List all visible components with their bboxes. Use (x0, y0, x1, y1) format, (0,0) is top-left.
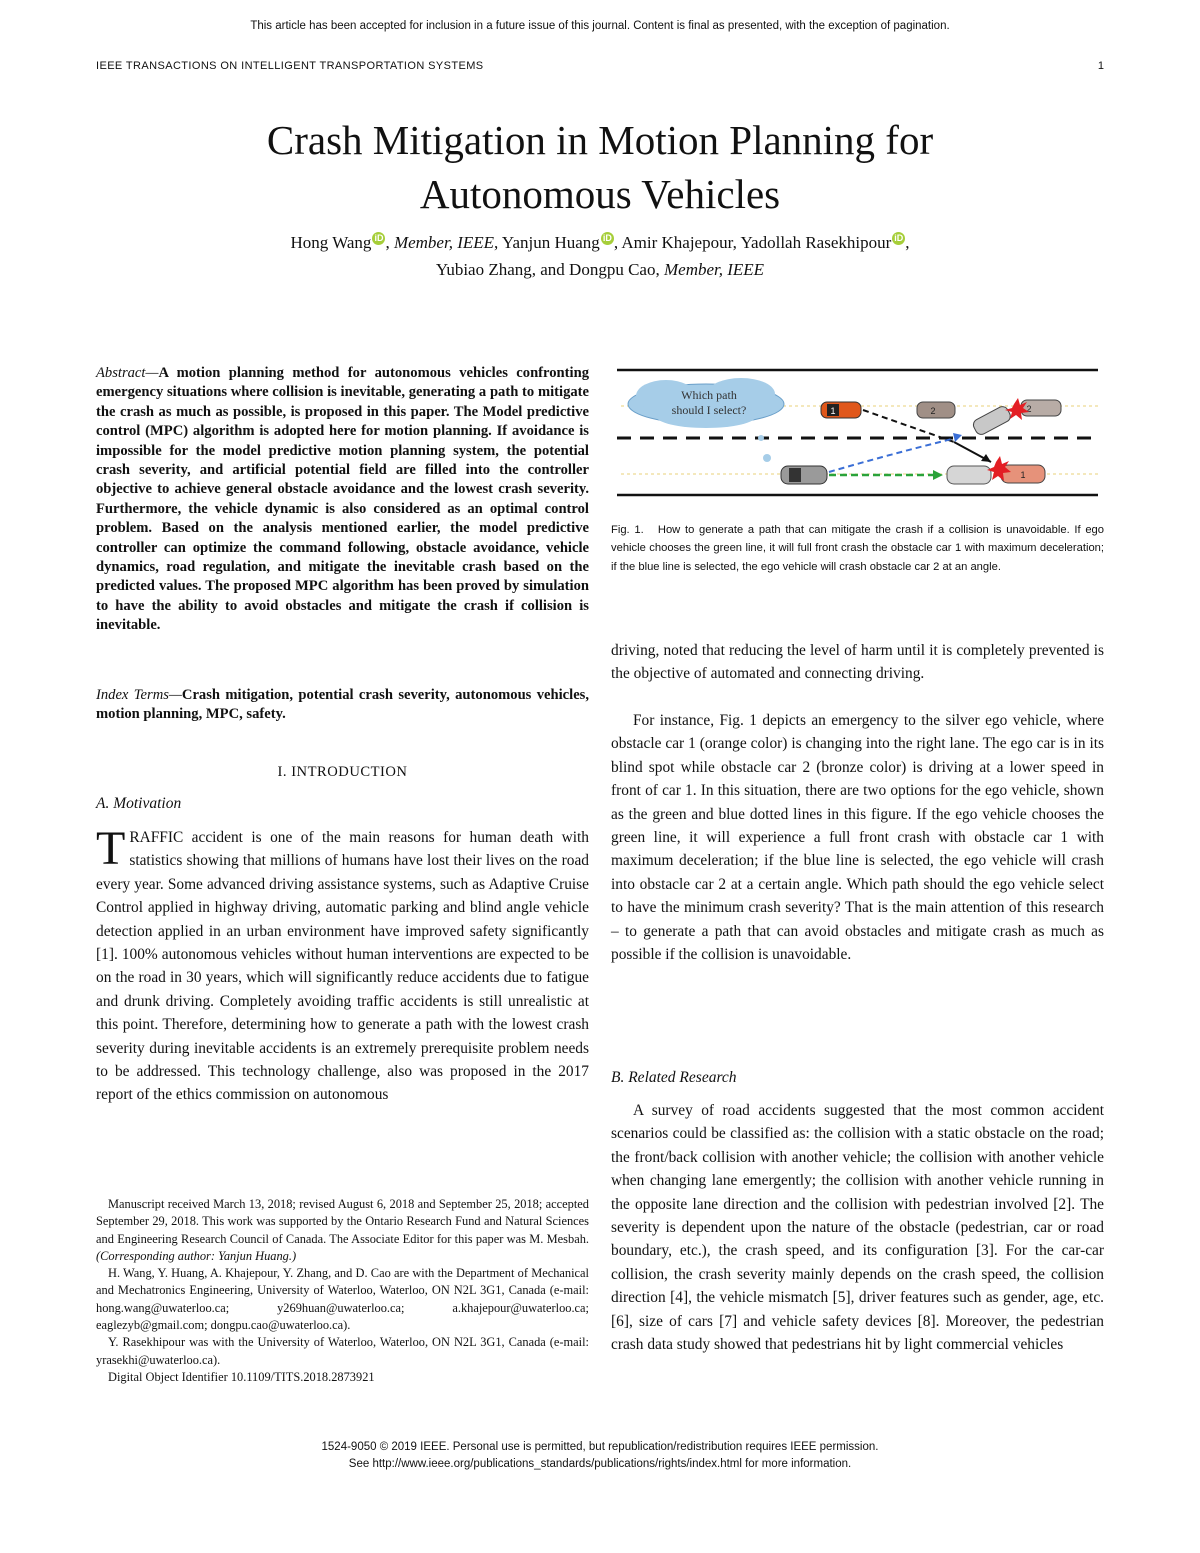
index-terms-text: Crash mitigation, potential crash severity, autonomous vehicles, motion planning, MPC, safety. (96, 687, 590, 723)
svg-text:2: 2 (930, 406, 936, 416)
intro-text: accident is one of the main reasons for human death with statistics showing that millions of humans have lost their lives on the road every year. Some advanced driving assistance systems, such as Adaptive Cruise Control applied in highway driving, automatic parking and blind angle vehicle detection applied in an urban environment have improved safety significantly [1]. 100% autonomous vehicles without human interventions are expected to be on the road in 30 years, which will significantly reduce accidents due to fatigue and drunk driving. Completely avoiding traffic accidents is still unrealistic at this point. Therefore, determining how to generate a path with the lowest crash severity during inevitable accidents is an extremely prerequisite problem needs to be addressed. This technology challenge, also was proposed in the 2017 report of the ethics commission on autonomous (96, 829, 589, 1104)
index-terms (96, 686, 589, 725)
author-3: Amir Khajepour (621, 233, 733, 252)
abstract (96, 364, 589, 636)
copyright-notice (0, 1439, 1200, 1473)
author-5: Yubiao Zhang, and Dongpu Cao (435, 260, 656, 279)
footnotes (96, 1196, 589, 1386)
copyright-line-2[interactable]: See http://www.ieee.org/publications_standards/publications/rights/index.html for more information. (348, 1458, 852, 1470)
abstract-label: Abstract— (96, 365, 159, 381)
figure-1-diagram (611, 366, 1104, 500)
author-2: Yanjun Huang (501, 233, 600, 252)
title-line-2: Autonomous Vehicles (419, 171, 781, 217)
orcid-icon[interactable]: iD (602, 233, 612, 244)
orcid-icon[interactable]: iD (374, 233, 384, 244)
author-list: Hong Wang iD , Member, IEEE, Yanjun Huang iD , Amir Khajepour, Yadollah Rasekhipour iD , Yubiao Zhang, and Dongpu Cao, Member, IEEE (290, 233, 910, 279)
right-paragraph-3: A survey of road accidents suggested that the most common accident scenarios could be classified as: the collision with a static obstacle on the road; the front/back collision with another vehicle; the collision with another vehicle when changing lane emergently; the collision with another vehicle running in the opposite lane direction and the collision with pedestrian involved [2]. The severity is dependent upon the nature of the obstacle (pedestrian, car or road boundary, etc.), the crash speed, and its configuration [3]. For the car-car collision, the crash severity mainly depends on the crash speed, the collision direction [4], the vehicle mismatch [5], driver features such as gender, age, etc. [6], size of cars [7] and vehicle safety devices [8]. Moreover, the pedestrian crash data study showed that pedestrians hit by light commercial vehicles (611, 1102, 1104, 1354)
cloud-text-2: should I select? (671, 403, 747, 417)
footnote-manuscript: Manuscript received March 13, 2018; revised August 6, 2018 and September 25, 2018; accepted September 29, 2018. This work was supported by the Ontario Research Fund and Natural Sciences and Engineering Research Council of Canada. The Associate Editor for this paper was M. Mesbah. (Corresponding author: Yanjun Huang.) (96, 1197, 589, 1263)
intro-first-word: RAFFIC (129, 829, 184, 846)
acceptance-note: This article has been accepted for inclusion in a future issue of this journal. Content is final as presented, with the exception of pagination. (250, 20, 950, 32)
page-number: 1 (1097, 60, 1104, 72)
subsection-heading-related-research: B. Related Research (611, 1069, 737, 1086)
intro-paragraph (96, 822, 589, 1107)
obstacle-car-1-bottom (1001, 465, 1045, 483)
journal-name: IEEE TRANSACTIONS ON INTELLIGENT TRANSPORTATION SYSTEMS (96, 60, 484, 72)
figure-caption (611, 521, 1104, 576)
title-line-1: Crash Mitigation in Motion Planning for (266, 117, 934, 163)
car-angled-crash (971, 405, 1012, 437)
caption-text: How to generate a path that can mitigate the crash if a collision is unavoidable. If ego vehicle chooses the green line, it will full front crash the obstacle car 1 with maximum deceleration; if the blue line is selected, the ego vehicle will crash obstacle car 2 at an angle. (611, 524, 1105, 573)
ego-car (781, 466, 827, 484)
thought-cloud (628, 378, 784, 428)
car-2-crash (1021, 400, 1061, 416)
svg-text:2: 2 (1026, 404, 1032, 414)
section-heading-introduction: I. INTRODUCTION (277, 764, 408, 780)
cloud-text-1: Which path (681, 388, 737, 402)
right-paragraph-1: driving, noted that reducing the level of harm until it is completely prevented is the objective of automated and connecting driving. (611, 642, 1104, 683)
paper-title (60, 113, 1140, 221)
ego-car-crash (947, 466, 991, 484)
membership-1: Member, IEEE (393, 233, 495, 252)
caption-label: Fig. 1. (611, 524, 644, 536)
footnote-rasekhipour: Y. Rasekhipour was with the University of Waterloo, Waterloo, ON N2L 3G1, Canada (e-mail: yrasekhi@uwaterloo.ca). (96, 1335, 589, 1367)
svg-text:1: 1 (830, 406, 836, 416)
copyright-line-1: 1524-9050 © 2019 IEEE. Personal use is permitted, but republication/redistribution requires IEEE permission. (321, 1441, 879, 1453)
subsection-heading-motivation: A. Motivation (96, 795, 182, 812)
obstacle-car-2 (917, 402, 955, 418)
membership-2: Member, IEEE (663, 260, 765, 279)
footnote-affiliation: H. Wang, Y. Huang, A. Khajepour, Y. Zhang, and D. Cao are with the Department of Mechanical and Mechatronics Engineering, University of Waterloo, Waterloo, ON N2L 3G1, Canada (e-mail: hong.wang@uwaterloo.ca; y269huan@uwaterloo.ca; a.khajepour@uwaterloo.ca; eaglezyb@gmail.com; dongpu.cao@uwaterloo.ca). (96, 1266, 589, 1333)
right-paragraph-2: For instance, Fig. 1 depicts an emergency to the silver ego vehicle, where obstacle car 1 (orange color) is changing into the right lane. The ego car is in its blind spot while obstacle car 2 (bronze color) is driving at a lower speed in front of car 1. In this situation, there are two options for the ego vehicle, shown as the green and blue dotted lines in this figure. If the ego vehicle chooses the green line, it will experience a full front crash with obstacle car 1 with maximum deceleration; if the blue line is selected, the ego vehicle will crash into obstacle car 2 at a certain angle. Which path should the ego vehicle select to have the minimum crash severity? That is the main attention of this research – to generate a path that can avoid obstacles and mitigate crash as much as possible if the collision is unavoidable. (611, 712, 1104, 964)
orcid-icon[interactable]: iD (894, 233, 904, 244)
abstract-text: A motion planning method for autonomous vehicles confronting emergency situations where collision is inevitable, generating a path to mitigate the crash as much as possible, is proposed in this paper. The Model predictive control (MPC) algorithm is adopted here for motion planning. If avoidance is impossible for the model predictive motion planning system, the potential crash severity, and artificial potential field are filled into the controller objective to achieve general obstacle avoidance and the lowest crash severity. Furthermore, the vehicle dynamic is also considered as an optimal control problem. Based on the analysis mentioned earlier, the model predictive controller can optimize the command following, obstacle avoidance, vehicle dynamics, road regulation, and mitigate the inevitable crash based on the predicted values. The proposed MPC algorithm has been proved by simulation to have the ability to avoid obstacles and mitigate the crash if collision is inevitable. (96, 365, 589, 634)
index-terms-label: Index Terms— (96, 687, 182, 703)
doi: Digital Object Identifier 10.1109/TITS.2018.2873921 (108, 1369, 375, 1384)
drop-cap: T (96, 822, 126, 875)
svg-text:1: 1 (1020, 470, 1026, 480)
author-1: Hong Wang (290, 233, 372, 252)
author-4: Yadollah Rasekhipour (740, 233, 892, 252)
obstacle-car-1-top (821, 402, 861, 418)
